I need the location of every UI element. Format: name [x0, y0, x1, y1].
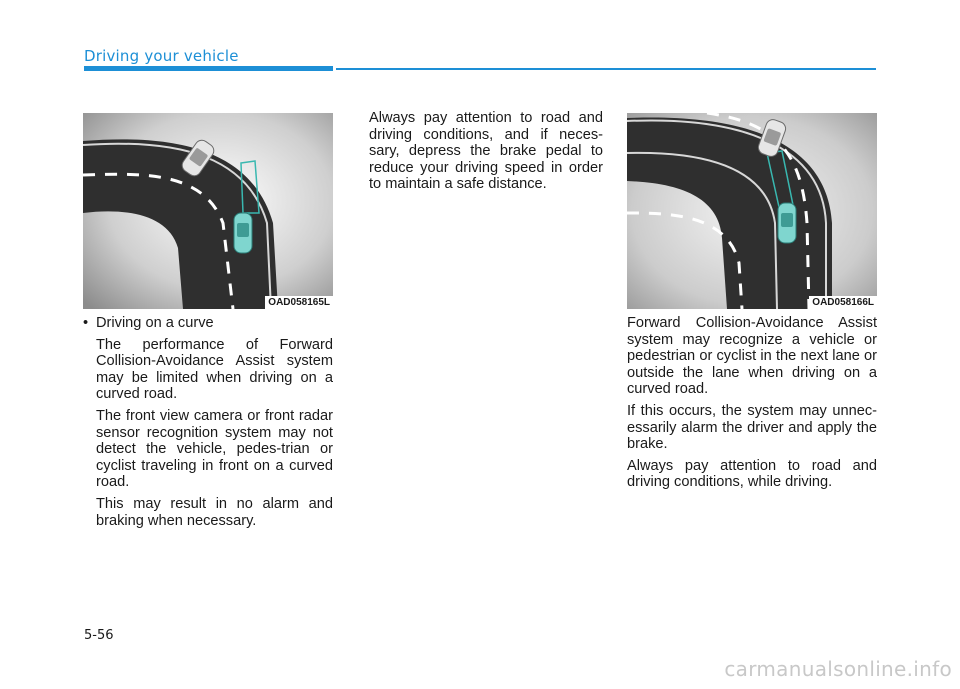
paragraph: Always pay attention to road and driving conditions, and if neces-sary, depress the brake pedal to reduce your driving speed in order to maintain a safe distance.: [369, 110, 603, 193]
header-title: Driving your vehicle: [84, 47, 239, 65]
paragraph: Always pay attention to road and driving conditions, while driving.: [627, 457, 877, 491]
paragraph: The performance of Forward Collision-Avoidance Assist system may be limited when driving on a curved road.: [96, 336, 333, 403]
paragraph: This may result in no alarm and braking when necessary.: [96, 495, 333, 529]
watermark: carmanualsonline.info: [724, 657, 952, 681]
figure-curve-single-lane: [83, 113, 333, 309]
own-car-icon: [778, 203, 796, 243]
figure-curve-two-lane: [627, 113, 877, 309]
own-car-icon: [234, 213, 252, 253]
page-number: 5-56: [84, 628, 114, 643]
middle-column: [369, 110, 603, 198]
header-rule-thick: [84, 66, 333, 71]
bullet-marker: •: [83, 315, 89, 331]
paragraph: Forward Collision-Avoidance Assist system may recognize a vehicle or pedestrian or cyclist in the next lane or outside the lane when driving on a curved road.: [627, 315, 877, 398]
figure-code: OAD058165L: [265, 296, 333, 309]
bullet-item: [83, 315, 333, 332]
left-column: [83, 315, 333, 534]
right-column: [627, 315, 877, 496]
paragraph: If this occurs, the system may unnec-essarily alarm the driver and apply the brake.: [627, 402, 877, 453]
two-lane-curve-illustration: [627, 113, 877, 309]
curve-road-illustration: [83, 113, 333, 309]
bullet-heading: Driving on a curve: [96, 315, 214, 331]
figure-code: OAD058166L: [809, 296, 877, 309]
header-rule-thin: [336, 68, 876, 70]
paragraph: The front view camera or front radar sensor recognition system may not detect the vehicle, pedes-trian or cyclist traveling in front on a curved road.: [96, 407, 333, 491]
